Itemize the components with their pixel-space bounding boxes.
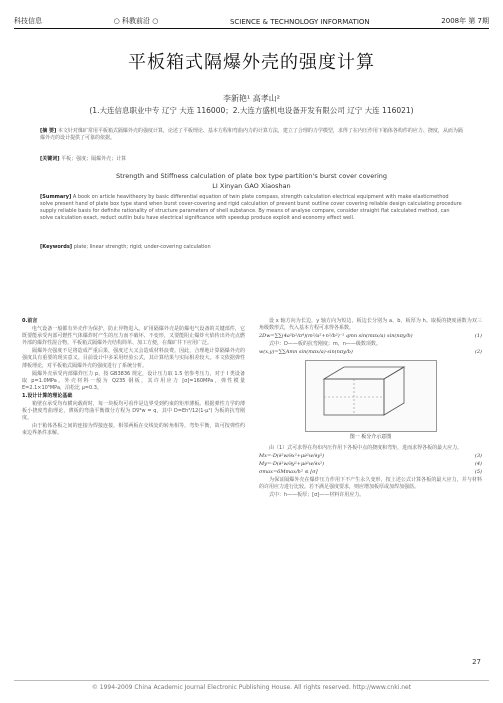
body-paragraph: 式中：h——板厚；[σ]——材料许用应力。 — [269, 492, 365, 499]
equation-number: (2) — [474, 349, 482, 356]
abstract-en-label: [Summary] — [40, 194, 72, 200]
equation-number: (5) — [474, 468, 482, 475]
page-number: 27 — [472, 658, 481, 666]
body-paragraph: 箱壁在承受均布横向载荷时，每一块板均可看作是边界受到约束的矩形薄板。根据弹性力学的薄板小挠度弯曲理论，薄板的弯曲平衡微分方程为 D∇⁴w = q，其中 D=Eh³/12(1-μ²) 为板的抗弯刚度。 — [22, 401, 245, 422]
journal-section: ○ 科教前沿 ○ — [113, 17, 159, 25]
equation-body: 2Dw=∑∑(4a²b²/π⁴)(m²/a²+n²/b²)⁻² qmn sin(mπx/a) sin(nπy/b) — [259, 333, 413, 340]
equation-number: (4) — [474, 460, 482, 467]
right-column — [259, 318, 482, 500]
equation — [259, 333, 482, 340]
equation — [259, 453, 482, 460]
paper-affiliation: (1.大连信息职业中专 辽宁 大连 116000；2.大连方盛机电设备开发有限公司 辽宁 大连 116021) — [89, 106, 414, 115]
equation-number: (1) — [474, 333, 482, 340]
keywords-en — [40, 244, 463, 251]
body-paragraph: 电气设备一般都有外壳作为保护，防止异物进入。矿用隔爆外壳是防爆电气设备的关键部件，它既要能承受内部可燃性气体爆炸时产生的压力而不破坏、不变形，又要能阻止爆炸火焰传出外壳点燃外部的爆炸性混合物。平板箱式隔爆外壳结构简单、加工方便，在煤矿井下应用广泛。 — [22, 326, 245, 347]
keywords-cn-label: [关键词] — [40, 156, 60, 162]
english-title: Strength and Stiffness calculation of plate box type partition's burst cover covering — [115, 172, 388, 180]
journal-name-en: SCIENCE & TECHNOLOGY INFORMATION — [229, 18, 370, 26]
equation — [259, 469, 482, 476]
equation-body: Mx=-D(∂²w/∂x²+μ∂²w/∂y²) — [259, 452, 325, 459]
body-paragraph: 为保证隔爆外壳在爆炸压力作用下不产生永久变形，按上述公式计算各板的最大应力，并与材料的许用应力进行比较。若不满足强度要求，则应增加板厚或加焊加强筋。 — [259, 476, 482, 491]
abstract-cn — [40, 128, 463, 142]
journal-issue: 2008年 第 7期 — [441, 17, 489, 25]
equation-number: (3) — [474, 452, 482, 459]
abstract-en-text: A book on article heavitheory by basic differential equation of twin plate compass, strength calculation electrical equipment with make elasticmethod solve present hand of plate box type stand when burst cover-covering and rigid calculation of prevent burst outline cover covering reliable design calculating procedure supply reliable basis for definite rationality of structure parameters of shell substance. By means of analyse compare, consider straight flat calculated method, can solve calculation exact, reduct outlin bulu have electrical significance with speedup produce exploit and economy effect well. — [40, 194, 462, 221]
figure-plate-diagram — [305, 360, 437, 432]
equation — [259, 461, 482, 468]
equation-body: w(x,y)=∑∑Amn sin(mπx/a)·sin(nπy/b) — [259, 349, 353, 356]
copyright-footer: © 1994-2009 China Academic Journal Electronic Publishing House. All rights reserved. http://www.cnki.net — [14, 680, 489, 691]
paper-title: 平板箱式隔爆外壳的强度计算 — [128, 52, 375, 73]
body-paragraph: 隔爆外壳承受内部爆炸压力 p，按 GB3836 规定，设计压力取 1.5 倍参考压力，对于 I 类设备取 p=1.0MPa。外壳材料一般为 Q235 钢板，其许用应力 [σ]=160MPa，弹性模量 E=2.1×10⁵MPa，泊松比 μ=0.3。 — [22, 370, 245, 391]
keywords-cn-text: 平板；强度；隔爆外壳；计算 — [61, 156, 127, 162]
keywords-cn — [40, 156, 463, 163]
running-header — [14, 8, 489, 29]
figure-caption: 图一 板分介示意图 — [349, 434, 392, 441]
left-column — [22, 318, 245, 439]
body-paragraph: 由于箱体各板之间的连接为焊接连接，相邻两板在交线处的转角相等，弯矩平衡，故可按弹性约束边界条件求解。 — [22, 423, 245, 437]
section-heading: 0.前言 — [22, 318, 38, 324]
body-paragraph: 由（1）式可求得在均布内压作用下各板中点的挠度和弯矩，进而求得各板的最大应力。 — [269, 444, 463, 451]
keywords-en-label: [Keywords] — [40, 244, 73, 250]
abstract-cn-text: 本文针对煤矿常用平板箱式隔爆外壳的强度计算，论述了平板理论、基本方程和弯曲内力的计算方法，建立了合理的力学模型，求得了在内压作用下箱体各构件的应力、挠度，从而为隔爆外壳的设计提供了可靠的依据。 — [40, 128, 463, 141]
keywords-en-text: plate; linear strength; rigid; under-covering calculation — [73, 244, 211, 250]
paper-authors: 李新艳¹ 高孝山² — [223, 94, 280, 103]
plate-diagram-graphic — [306, 361, 436, 431]
equation-body: σmax=6Mmax/h² ≤ [σ] — [259, 468, 318, 475]
body-paragraph: 式中：D——板的抗弯刚度；m，n——级数项数。 — [269, 341, 381, 348]
abstract-cn-label: [摘 要] — [40, 128, 57, 134]
abstract-en — [40, 194, 463, 222]
section-heading: 1.设计计算的理论基础 — [22, 392, 73, 399]
journal-name-cn: 科技信息 — [14, 17, 42, 25]
body-paragraph: 隔爆外壳强度不足将造成严重后果，强度过大又会造成材料浪费。因此，合理地计算隔爆外壳的强度具有重要的现实意义。目前设计中多采用经验公式，其计算结果与实际相差较大。本文依据弹性薄板理论，对平板箱式隔爆外壳的强度进行了系统分析。 — [22, 348, 245, 369]
body-paragraph: 设 x 轴方向为长边，y 轴方向为短边，板边长分别为 a、b，板厚为 h。取板的挠度函数为双三角级数形式，代入基本方程可求得各系数。 — [259, 318, 482, 332]
english-authors: LI Xinyan GAO Xiaoshan — [212, 182, 291, 190]
equation-body: My=-D(∂²w/∂y²+μ∂²w/∂x²) — [259, 460, 325, 467]
equation — [259, 349, 482, 356]
